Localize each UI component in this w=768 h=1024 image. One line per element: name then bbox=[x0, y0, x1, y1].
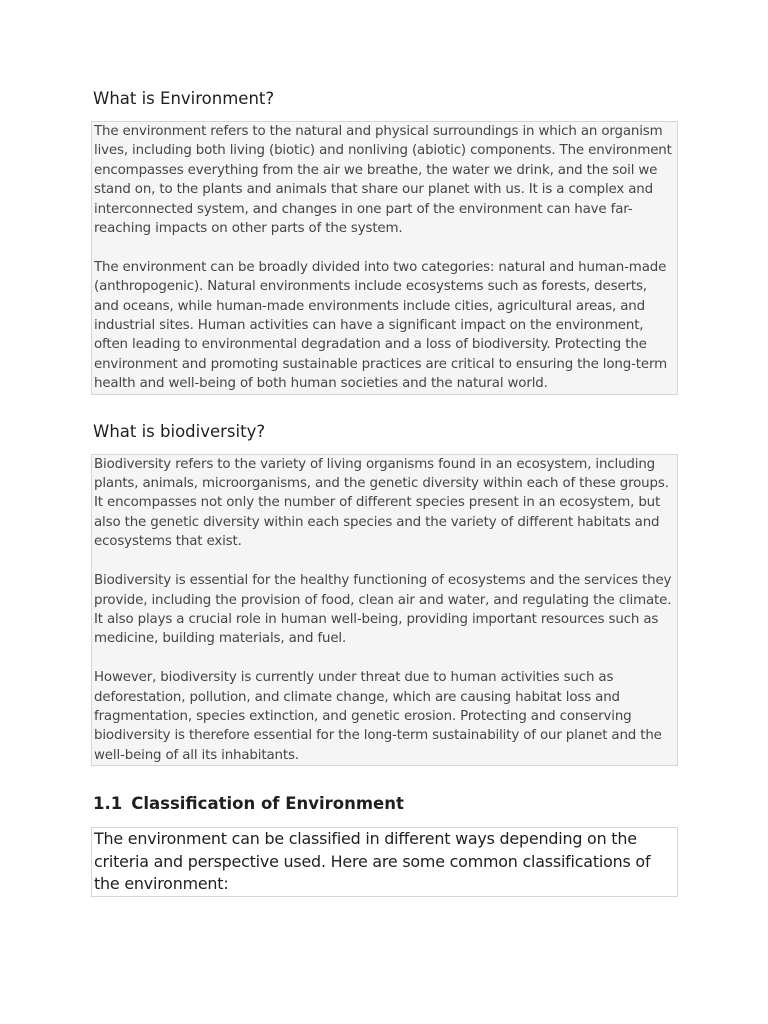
paragraph: However, biodiversity is currently under threat due to human activities such as deforestation, pollution, and climate change, which are causing habitat loss and fragmentation, species extinction, and genetic erosion. Protecting and conserving biodiversity is therefore essential for the long-term sustainability of our planet and the well-being of all its inhabitants. bbox=[94, 670, 662, 763]
paragraph: The environment refers to the natural and physical surroundings in which an organism lives, including both living (biotic) and nonliving (abiotic) components. The environment encompasses everything from the air we breathe, the water we drink, and the soil we stand on, to the plants and animals that share our planet with us. It is a complex and interconnected system, and changes in one part of the environment can have far-reaching impacts on other parts of the system. bbox=[94, 124, 672, 237]
document-page bbox=[91, 88, 678, 897]
environment-text-box bbox=[91, 121, 678, 395]
section-number: 1.1 bbox=[93, 794, 123, 814]
biodiversity-text-box bbox=[91, 454, 678, 766]
paragraph: Biodiversity refers to the variety of living organisms found in an ecosystem, including plants, animals, microorganisms, and the genetic diversity within each of these groups. It encompasses not only the number of different species present in an ecosystem, but also the genetic diversity within each species and the variety of different habitats and ecosystems that exist. bbox=[94, 456, 669, 550]
paragraph: Biodiversity is essential for the healthy functioning of ecosystems and the services they provide, including the provision of food, clean air and water, and regulating the climate. It also plays a crucial role in human well-being, providing important resources such as medicine, building materials, and fuel. bbox=[94, 573, 672, 647]
section-heading-environment: What is Environment? bbox=[93, 89, 275, 108]
paragraph: The environment can be classified in different ways depending on the criteria and perspective used. Here are some common classifications of the environment: bbox=[94, 829, 651, 894]
paragraph: The environment can be broadly divided into two categories: natural and human-made (anthropogenic). Natural environments include ecosystems such as forests, deserts, and oceans, while human-made environments include cities, agricultural areas, and industrial sites. Human activities can have a significant impact on the environment, often leading to environmental degradation and a loss of biodiversity. Protecting the environment and promoting sustainable practices are critical to ensuring the long-term health and well-being of both human societies and the natural world. bbox=[94, 259, 667, 392]
classification-text-box bbox=[91, 827, 678, 897]
section-heading-classification bbox=[91, 793, 678, 815]
section-title: Classification of Environment bbox=[131, 794, 404, 814]
section-heading-biodiversity: What is biodiversity? bbox=[93, 421, 266, 441]
